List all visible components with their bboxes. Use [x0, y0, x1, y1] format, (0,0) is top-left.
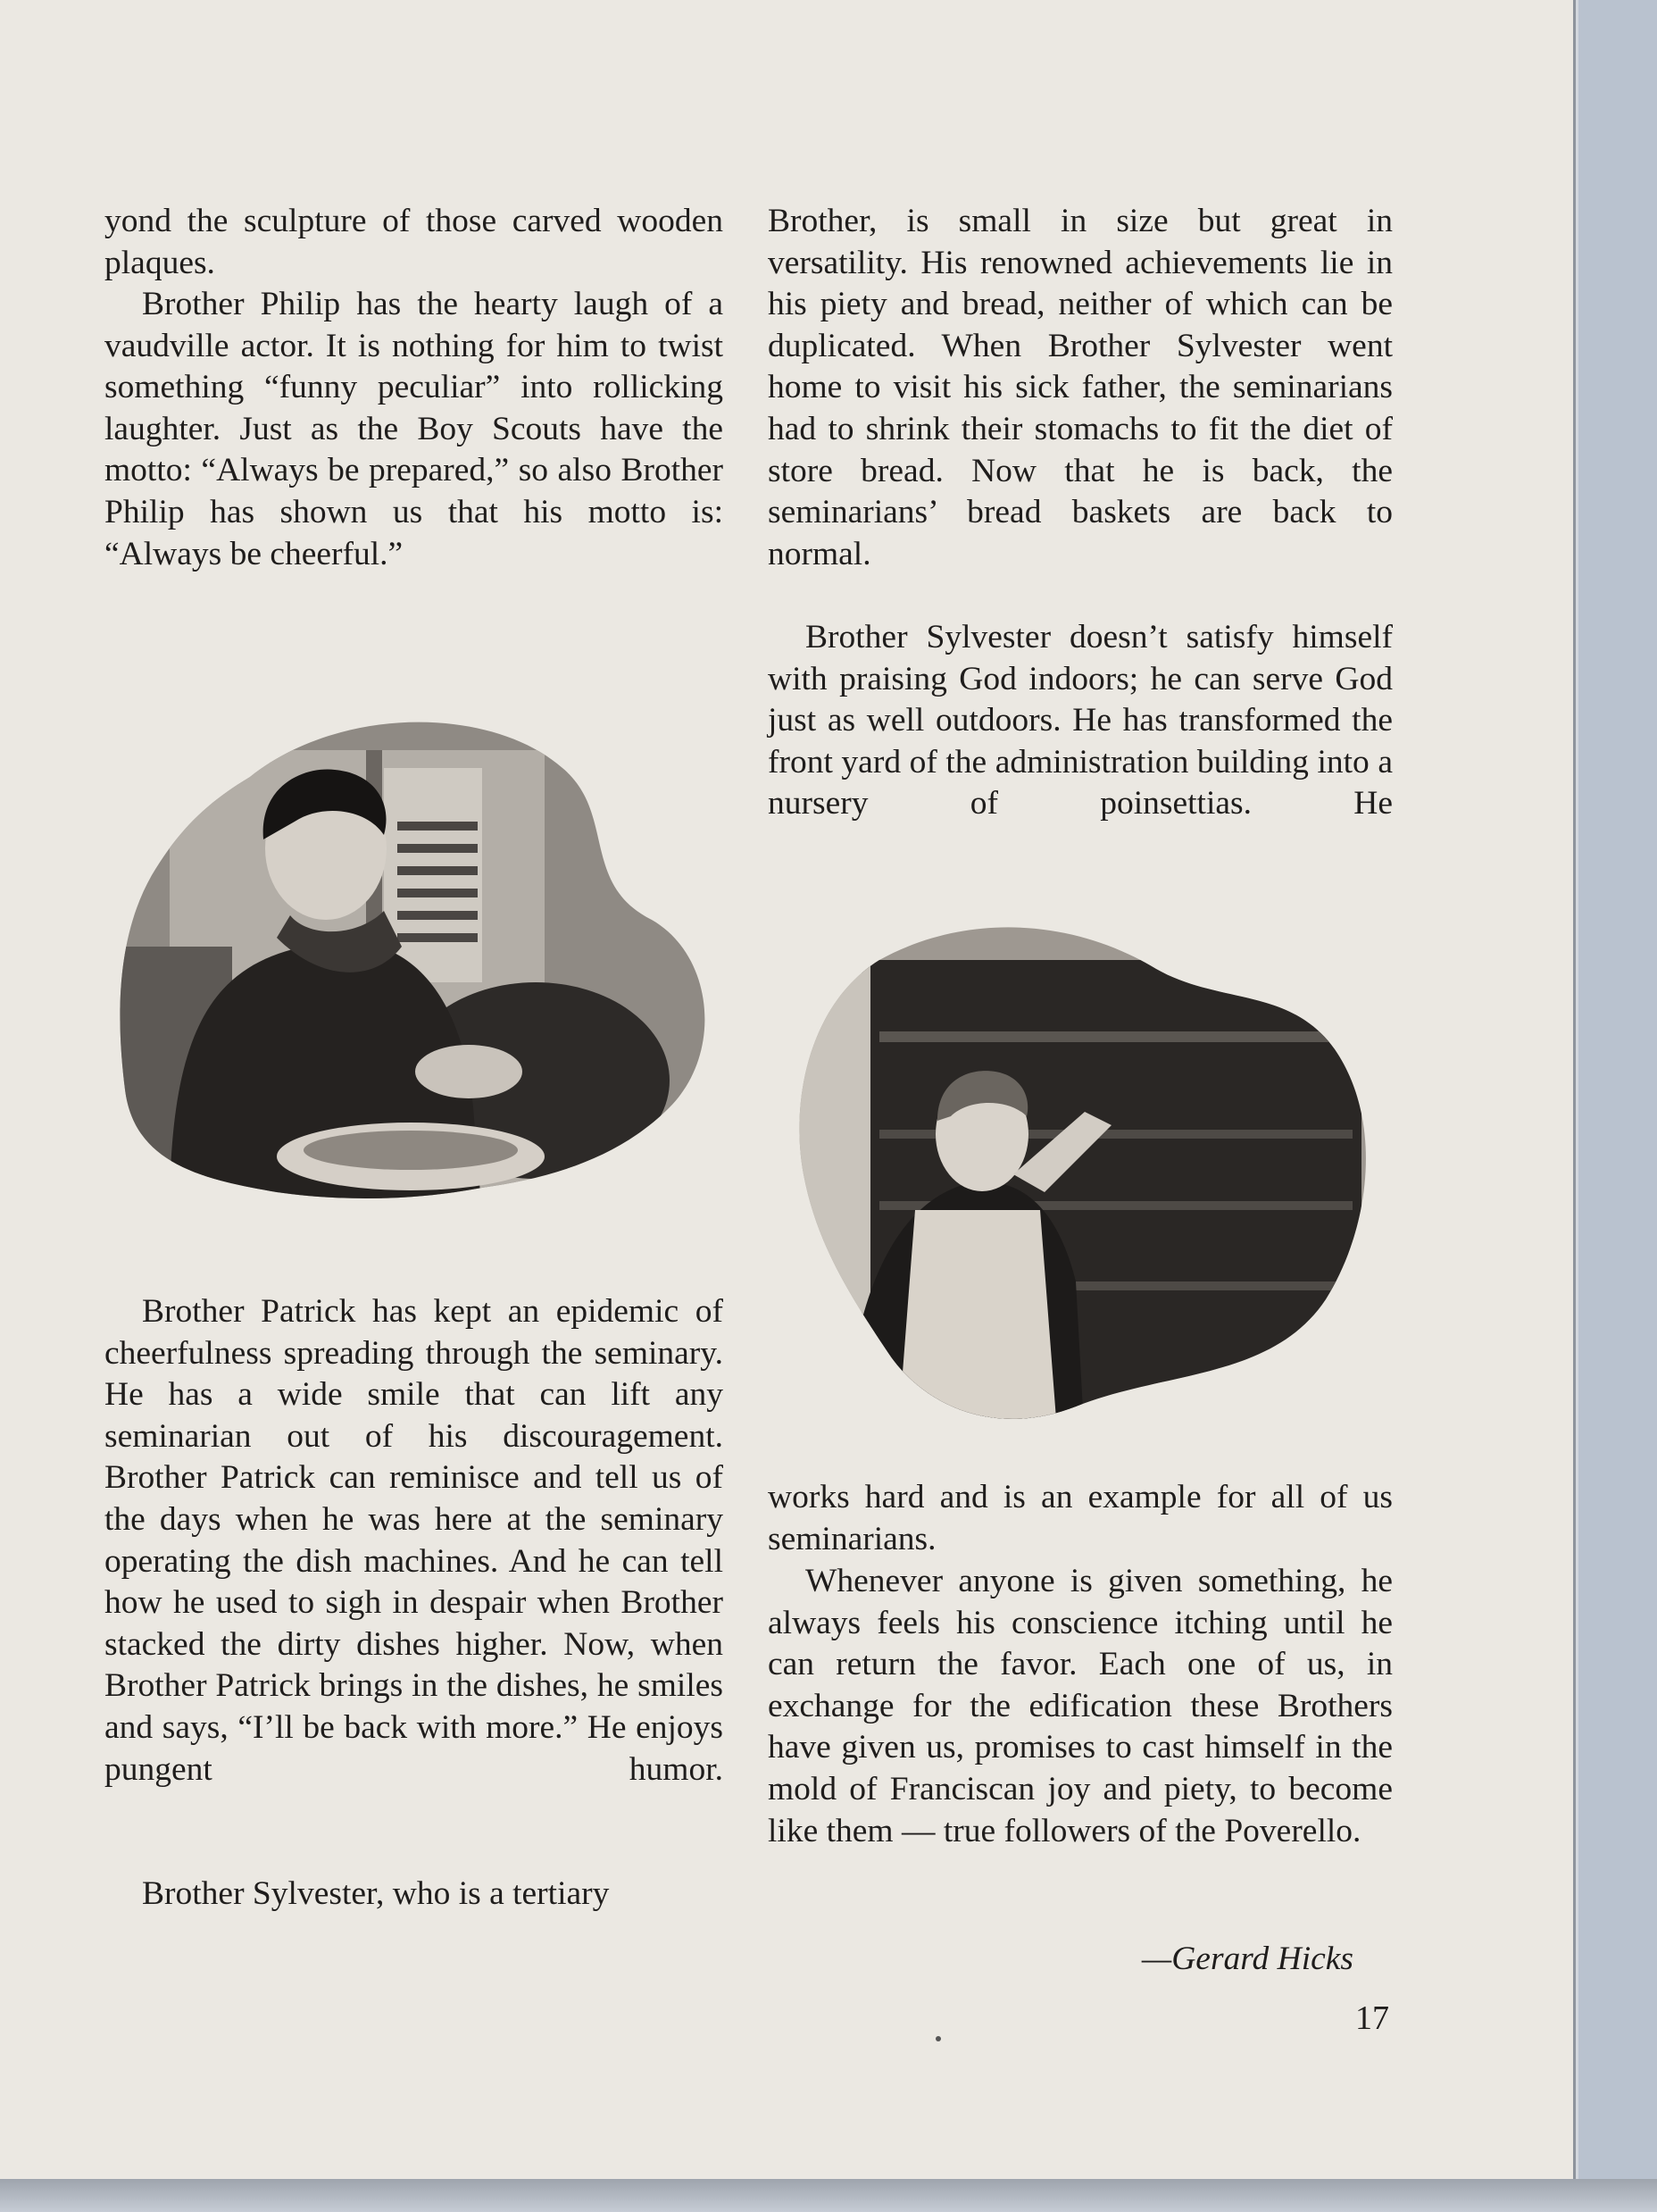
col2-paragraph-3: works hard and is an example for all of us seminarians.	[768, 1479, 1393, 1557]
photo-brother-sylvester	[790, 906, 1379, 1442]
col1-paragraph-4: Brother Sylvester, who is a tertiary	[142, 1875, 610, 1912]
col1-paragraph-1: yond the sculpture of those carved wooden plaques.	[104, 203, 723, 281]
col2-paragraph-2: Brother Sylvester doesn’t satisfy himself with praising God indoors; he can serve God just as well outdoors. He has transformed the front yard of the administration building into a nursery of poinsettias. He	[768, 619, 1393, 822]
page-number: 17	[1355, 1999, 1389, 2037]
col1-paragraph-2: Brother Philip has the hearty laugh of a vaudville actor. It is nothing for him to twist something “funny peculiar” into rollicking laughter. Just as the Boy Scouts have the motto: “Always be prepared,” so also Brother Philip has shown us that his motto is: “Always be cheerful.”	[104, 286, 723, 572]
photo-brother-patrick	[116, 714, 714, 1206]
col2-paragraph-4: Whenever anyone is given something, he always feels his conscience itching until he can return the favor. Each one of us, in exchange for the edification these Brothers have given us, promises to cast himself in the mold of Franciscan joy and piety, to become like them — true followers of the Poverello.	[768, 1563, 1393, 1849]
col2-paragraph-1: Brother, is small in size but great in versatility. His renowned achievements lie in his piety and bread, neither of which can be duplicated. When Brother Sylvester went home to visit his sick father, the seminarians had to shrink their stomachs to fit the diet of store bread. Now that he is back, the seminarians’ bread baskets are back to normal.	[768, 203, 1393, 572]
paper-speck	[936, 2036, 941, 2041]
col1-paragraph-3: Brother Patrick has kept an epidemic of cheerfulness spreading through the seminary. He has a wide smile that can lift any seminarian out of his discouragement. Brother Patrick can reminisce and tell us of the days when he was here at the seminary operating the dish machines. And he can tell how he used to sigh in despair when Brother stacked the dirty dishes higher. Now, when Brother Patrick brings in the dishes, he smiles and says, “I’ll be back with more.” He enjoys pungent humor.	[104, 1293, 723, 1788]
scanner-backdrop	[0, 2179, 1657, 2212]
author-signature: —Gerard Hicks	[1141, 1941, 1353, 1977]
